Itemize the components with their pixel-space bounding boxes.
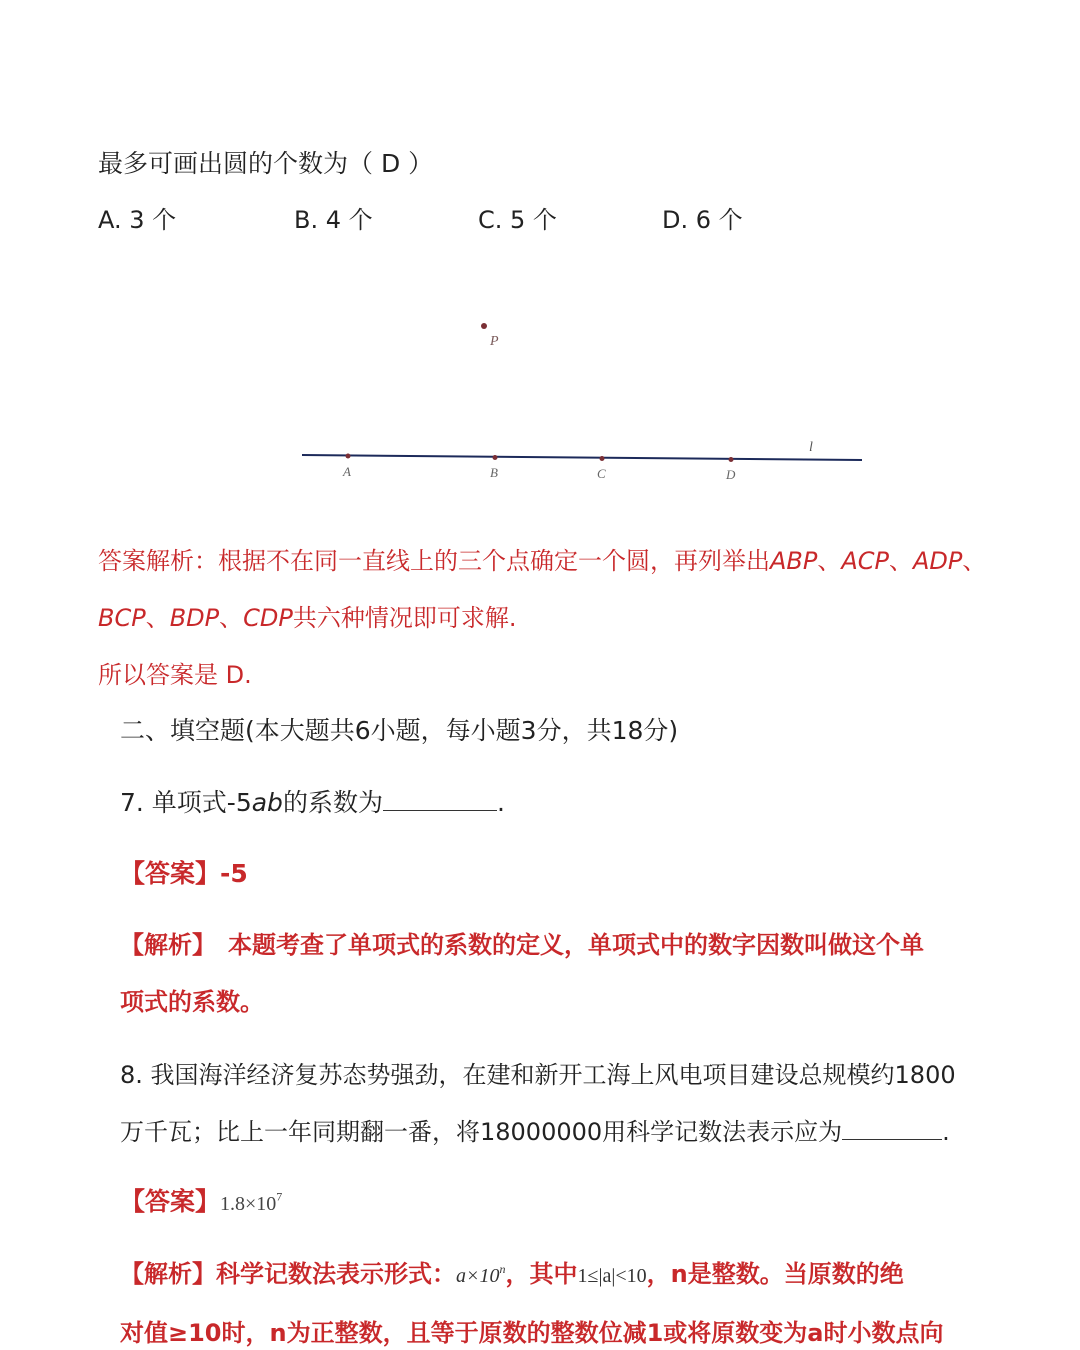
option-b: B. 4 个 (294, 206, 373, 234)
option-c: C. 5 个 (478, 206, 557, 234)
label-point-b: B (490, 465, 498, 480)
question-7-suffix: 的系数为 (282, 788, 383, 817)
question-7-prefix: 7. 单项式-5 (120, 788, 252, 817)
question-8-line-2 (120, 1112, 950, 1147)
line-l (302, 455, 862, 460)
question-6-analysis-line-2 (98, 598, 516, 633)
point-d-dot (729, 457, 734, 462)
option-a: A. 3 个 (98, 206, 177, 234)
question-7-stem (120, 783, 505, 819)
analysis-label: 【解析】 (120, 931, 216, 959)
question-7-variable: ab (251, 788, 283, 817)
analysis-tail: 共六种情况即可求解. (292, 604, 517, 632)
question-8-line-2-text: 万千瓦；比上一年同期翻一番，将18000000用科学记数法表示应为 (120, 1118, 843, 1146)
triple-bcp: BCP (98, 604, 146, 632)
formula-base: a×10 (456, 1265, 500, 1287)
answer-value: -5 (220, 859, 248, 888)
point-b-dot (493, 455, 498, 460)
question-6-stem: 最多可画出圆的个数为（ D ） (98, 149, 434, 178)
answer-exponent: 7 (276, 1189, 283, 1204)
label-point-a: A (343, 464, 351, 479)
triple-acp: ACP (841, 547, 890, 575)
section-2-title: 二、填空题(本大题共6小题，每小题3分，共18分) (120, 716, 679, 745)
question-7-end: . (496, 788, 505, 817)
question-8-answer (120, 1182, 282, 1218)
question-7-analysis-line-2: 项式的系数。 (120, 988, 264, 1016)
question-7-analysis-line-1 (120, 925, 924, 960)
answer-mantissa: 1.8×10 (220, 1193, 277, 1215)
separator: 、 (817, 547, 842, 575)
label-line-l: l (809, 440, 813, 455)
triple-adp: ADP (913, 547, 963, 575)
question-6-analysis-line-1 (98, 541, 986, 576)
question-6-conclusion: 所以答案是 D. (98, 661, 252, 689)
analysis-text-a: 科学记数法表示形式： (216, 1260, 456, 1288)
option-d: D. 6 个 (662, 206, 743, 234)
question-8-end: . (942, 1118, 950, 1146)
separator: 、 (145, 604, 170, 632)
range-formula: 1≤|a|<10 (577, 1265, 647, 1287)
triple-cdp: CDP (243, 604, 293, 632)
separator: 、 (219, 604, 244, 632)
separator: 、 (889, 547, 914, 575)
question-8-analysis-line-1 (120, 1254, 904, 1289)
analysis-text-b: ，其中 (505, 1260, 578, 1288)
geometry-figure (0, 0, 1080, 520)
answer-blank (842, 1135, 942, 1140)
question-8-line-1: 8. 我国海洋经济复苏态势强劲，在建和新开工海上风电项目建设总规模约1800 (120, 1061, 956, 1089)
analysis-text: 本题考查了单项式的系数的定义，单项式中的数字因数叫做这个单 (228, 931, 924, 959)
formula-exponent: n (499, 1262, 506, 1276)
question-8-analysis-line-2: 对值≥10时，n为正整数，且等于原数的整数位减1或将原数变为a时小数点向 (120, 1319, 944, 1347)
answer-label: 【答案】 (120, 859, 221, 888)
analysis-intro: 答案解析：根据不在同一直线上的三个点确定一个圆，再列举出 (98, 547, 770, 575)
point-a-dot (346, 454, 351, 459)
label-point-p: P (490, 334, 499, 349)
triple-bdp: BDP (169, 604, 220, 632)
answer-blank (383, 806, 497, 811)
label-point-d: D (726, 467, 736, 482)
point-c-dot (600, 456, 605, 461)
answer-label: 【答案】 (120, 1187, 221, 1216)
analysis-text-c: ，n是整数。当原数的绝 (646, 1260, 904, 1288)
separator: 、 (962, 547, 987, 575)
label-point-c: C (597, 466, 606, 481)
analysis-label: 【解析】 (120, 1260, 216, 1288)
question-7-answer (120, 854, 248, 890)
point-p-dot (481, 323, 487, 329)
triple-abp: ABP (770, 547, 818, 575)
